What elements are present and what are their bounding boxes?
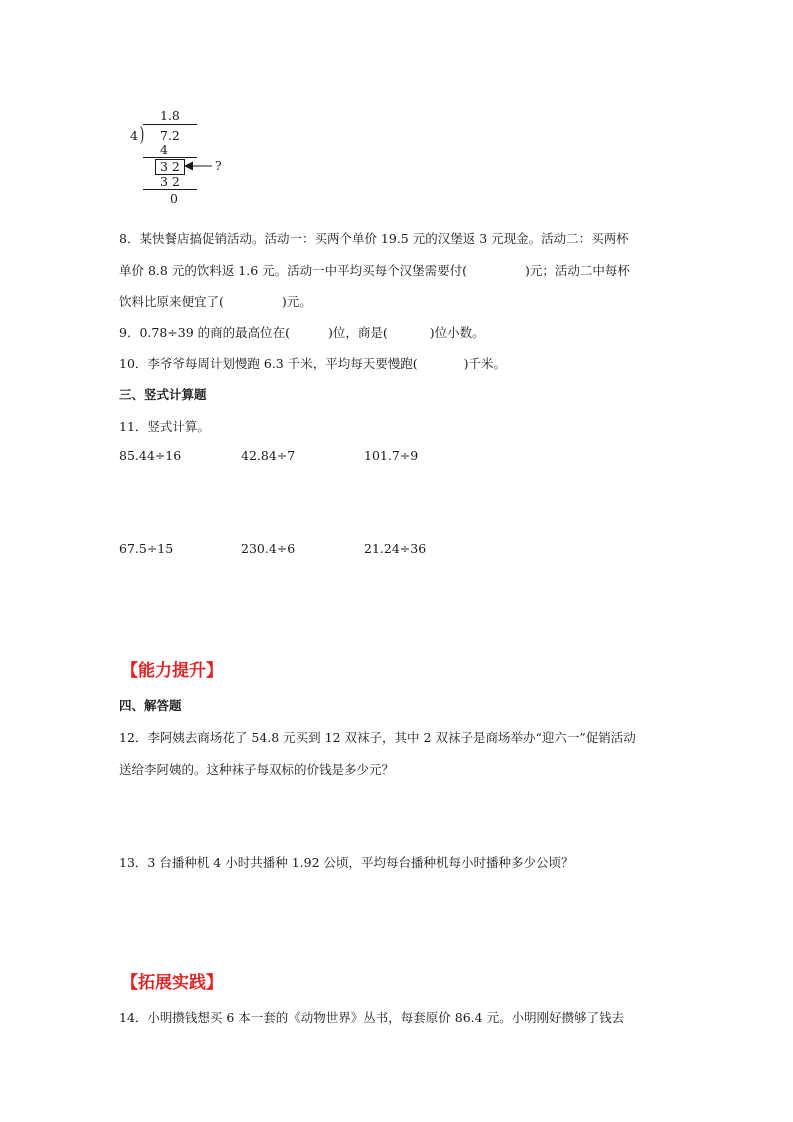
q10-text-a: 10．李爷爷每周计划慢跑 6.3 千米，平均每天要慢跑(: [119, 356, 418, 371]
q8-line3: [119, 292, 312, 310]
q9-line: [119, 323, 485, 341]
q9-text-a: 9．0.78÷39 的商的最高位在(: [119, 325, 291, 340]
ability-heading: 【能力提升】: [121, 661, 223, 681]
q14-line: 14．小明攒钱想买 6 本一套的《动物世界》丛书，每套原价 86.4 元。小明刚好攒够了钱去: [119, 1010, 625, 1025]
division-rule-1: [143, 157, 197, 158]
q11-title: 11．竖式计算。: [119, 419, 210, 434]
division-quotient: 1.8: [160, 108, 180, 123]
q11-item-2: 42.84÷7: [241, 448, 296, 463]
q11-item-4: 67.5÷15: [119, 541, 174, 556]
practice-heading: 【拓展实践】: [121, 973, 223, 993]
q8-line3-text-b: )元。: [281, 294, 312, 309]
q10-line: [119, 354, 506, 372]
q11-item-3: 101.7÷9: [364, 448, 419, 463]
q8-line1: 8．某快餐店搞促销活动。活动一：买两个单价 19.5 元的汉堡返 3 元现金。活动二：买两杯: [119, 231, 629, 246]
q9-text-c: )位小数。: [429, 325, 485, 340]
q11-item-1: 85.44÷16: [119, 448, 182, 463]
arrow-left-icon: [184, 160, 214, 172]
division-bracket: ): [139, 122, 145, 146]
division-rule-2: [143, 189, 197, 190]
division-step1: 4: [160, 142, 168, 157]
q13-line: 13．3 台播种机 4 小时共播种 1.92 公顷，平均每台播种机每小时播种多少公顷？: [119, 855, 574, 870]
division-top-rule: [143, 124, 197, 125]
division-remainder: 0: [170, 191, 178, 206]
division-question-mark: ?: [215, 158, 222, 173]
division-divisor: 4: [130, 128, 138, 143]
q8-line2-text-a: 单价 8.8 元的饮料返 1.6 元。活动一中平均买每个汉堡需要付(: [119, 263, 468, 278]
division-step2: 3 2: [160, 159, 180, 174]
q10-text-b: )千米。: [463, 356, 506, 371]
q9-text-b: )位，商是(: [328, 325, 388, 340]
q12-line2: 送给李阿姨的。这种袜子每双标的价钱是多少元？: [119, 762, 395, 777]
q8-line2: [119, 261, 630, 279]
q11-item-6: 21.24÷36: [364, 541, 427, 556]
division-step3: 3 2: [160, 174, 180, 189]
division-dividend: 7.2: [160, 128, 180, 143]
q12-line1: 12．李阿姨去商场花了 54.8 元买到 12 双袜子，其中 2 双袜子是商场举办“迎六一”促销活动: [119, 730, 636, 745]
q8-line2-text-b: )元；活动二中每杯: [525, 263, 630, 278]
q8-line3-text-a: 饮料比原来便宜了(: [119, 294, 224, 309]
q11-item-5: 230.4÷6: [241, 541, 296, 556]
section3-heading: 三、竖式计算题: [119, 387, 207, 402]
section4-heading: 四、解答题: [119, 698, 182, 713]
